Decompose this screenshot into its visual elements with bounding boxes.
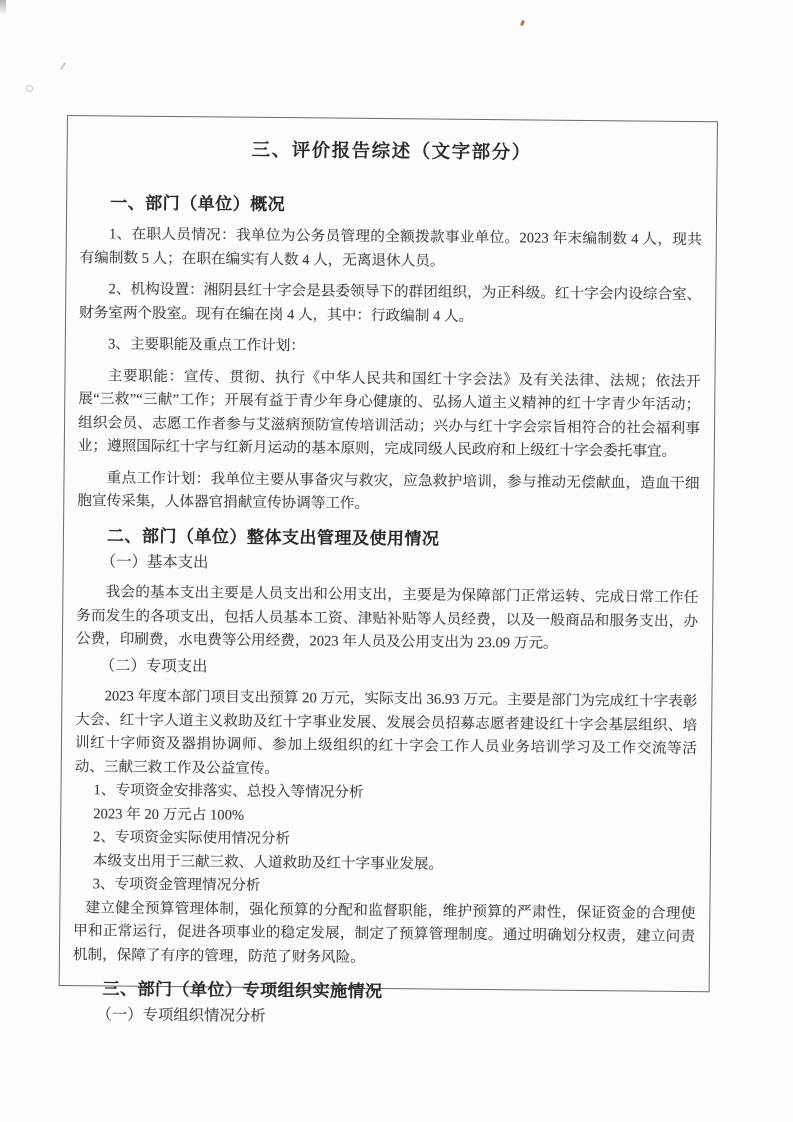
para-duties-intro: 3、主要职能及重点工作计划：: [107, 336, 306, 355]
para-key-work-plan: 重点工作计划：我单位主要从事备灾与救灾，应急救护培训，参与推动无偿献血，造血干细胞宣传采集，人体器官捐献宣传协调等工作。: [77, 469, 700, 512]
scan-speck-red: [520, 20, 525, 27]
item-fund-usage-analysis: 2、专项资金实际使用情况分析: [92, 829, 291, 848]
subheading-basic-expenditure: （一）基本支出: [100, 552, 209, 571]
scan-edge-smudge: [0, 0, 6, 15]
heading-overall-expenditure: 二、部门（单位）整体支出管理及使用情况: [106, 525, 440, 549]
para-basic-expenditure: 我会的基本支出主要是人员支出和公用支出，主要是为保障部门正常运转、完成日常工作任务而发生的各项支出，包括人员基本工资、津贴补贴等人员经费，以及一般商品和服务支出，办公费，印刷费，水电费等公用经费，2023 年人员及公用支出为 23.09 万元。: [75, 584, 699, 652]
para-main-functions: 主要职能：宣传、贯彻、执行《中华人民共和国红十字会法》及有关法律、法规；依法开展“三救”“三献”工作；开展有益于青少年身心健康的、弘扬人道主义精神的红十字青少年活动；组织会员、志愿工作者参与艾滋病预防宣传培训活动；兴办与红十字会宗旨相符合的社会福利事业；遵照国际红十字与红新月运动的基本原则，完成同级人民政府和上级红十字会委托事宜。: [77, 367, 701, 460]
scan-speck-tick: [60, 62, 66, 70]
report-body: [72, 190, 702, 1032]
subheading-special-organization-analysis: （一）专项组织情况分析: [96, 1006, 266, 1025]
heading-special-implementation: 三、部门（单位）专项组织实施情况: [102, 979, 383, 1002]
report-border-box: [59, 115, 718, 1025]
item-fund-usage-detail: 本级支出用于三献三救、人道救助及红十字事业发展。: [92, 852, 444, 873]
para-budget-management: 建立健全预算管理体制，强化预算的分配和监督职能，维护预算的严肃性，保证资金的合理使甲和正常运行，促进各项事业的稳定发展，制定了预算管理制度。通过明确划分权责，建立问责机制，保障了有序的管理，防范了财务风险。: [72, 899, 696, 966]
report-title: 三、评价报告综述（文字部分）: [251, 138, 532, 163]
para-organization: 2、机构设置：湘阴县红十字会是县委领导下的群团组织，为正科级。红十字会内设综合室、财务室两个股室。现有在编在岗 4 人，其中：行政编制 4 人。: [79, 281, 702, 325]
item-fund-management-analysis: 3、专项资金管理情况分析: [92, 876, 261, 894]
scan-speck-gray: [26, 85, 33, 92]
item-fund-arrangement-analysis: 1、专项资金安排落实、总投入等情况分析: [93, 782, 364, 801]
para-special-expenditure: 2023 年度本部门项目支出预算 20 万元，实际支出 36.93 万元。主要是部门为完成红十字表彰大会、红十字人道主义救助及红十字事业发展、发展会员招募志愿者建设红十字会基层组织、培训红十字师资及器捐协调师、参加上级组织的红十字会工作人员业务培训学习及工作交流等活动、三献三救工作及公益宣传。: [74, 688, 698, 777]
subheading-special-expenditure: （二）专项支出: [99, 656, 208, 675]
para-staffing: 1、在职人员情况：我单位为公务员管理的全额拨款事业单位。2023 年末编制数 4 人，现共有编制数 5 人；在职在编实有人数 4 人，无离退休人员。: [79, 226, 702, 270]
item-fund-ratio: 2023 年 20 万元占 100%: [93, 805, 245, 824]
heading-overview: 一、部门（单位）概况: [110, 193, 286, 215]
